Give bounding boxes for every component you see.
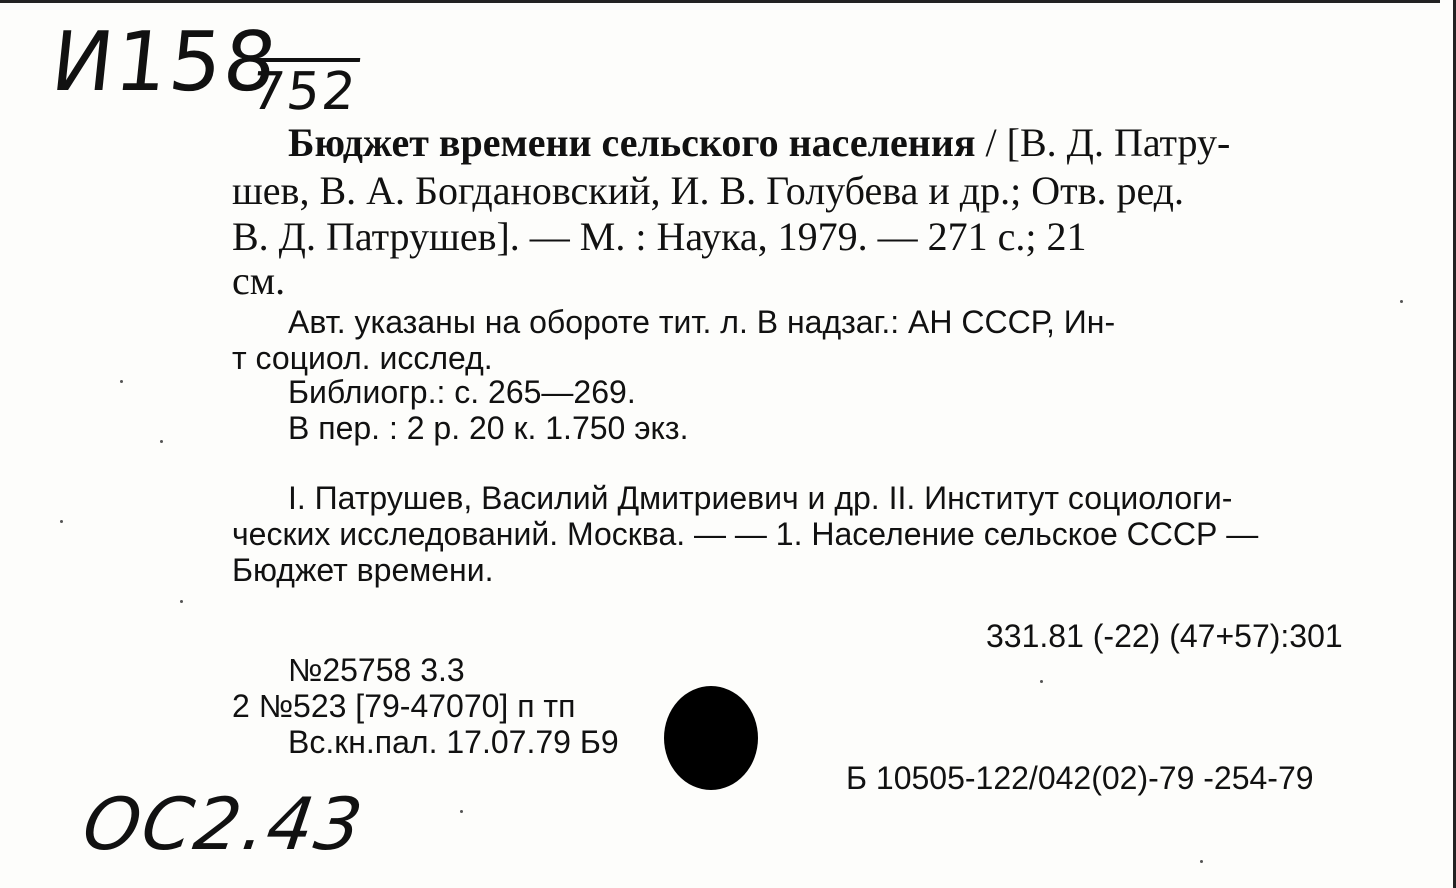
note-institute: т социол. исслед.	[232, 340, 493, 376]
classification-index: 331.81 (-22) (47+57):301	[986, 618, 1343, 654]
entry-line-2: шев, В. А. Богдановский, И. В. Голубева и др.; Отв. ред.	[232, 168, 1185, 213]
catalog-code: Б 10505-122/042(02)-79 -254-79	[846, 760, 1314, 796]
speck	[180, 600, 183, 603]
top-border	[0, 0, 1440, 3]
speck	[120, 380, 123, 383]
entry-title: Бюджет времени сельского населения	[288, 120, 976, 165]
shelf-mark-line1: И158	[47, 15, 283, 110]
shelf-mark-line2: 752	[249, 58, 361, 120]
speck	[1200, 860, 1203, 863]
bottom-handwritten-mark: ОС2.43	[78, 782, 370, 866]
note-authors: Авт. указаны на обороте тит. л. В надзаг.: АН СССР, Ин-	[288, 304, 1116, 340]
speck	[1040, 680, 1043, 683]
speck	[460, 810, 463, 813]
entry-line-1	[288, 120, 1230, 166]
speck	[60, 520, 63, 523]
speck	[1400, 300, 1403, 303]
tracing-line-2: ческих исследований. Москва. — — 1. Население сельское СССР —	[232, 516, 1259, 552]
print-info-2: 2 №523 [79-47070] п тп	[232, 688, 576, 724]
entry-line-3: В. Д. Патрушев]. — М. : Наука, 1979. — 271 с.; 21	[232, 214, 1087, 259]
note-bibliography: Библиогр.: с. 265—269.	[288, 374, 636, 410]
print-info-1: №25758 3.3	[288, 652, 465, 688]
entry-authors-start: / [В. Д. Патру-	[975, 120, 1231, 165]
print-info-3: Вс.кн.пал. 17.07.79 Б9	[288, 724, 619, 760]
punch-hole	[664, 686, 758, 790]
speck	[160, 440, 163, 443]
tracing-line-1: I. Патрушев, Василий Дмитриевич и др. II. Институт социологи-	[288, 480, 1233, 516]
note-price: В пер. : 2 р. 20 к. 1.750 экз.	[288, 410, 689, 446]
entry-line-4: см.	[232, 258, 286, 303]
tracing-line-3: Бюджет времени.	[232, 552, 494, 588]
